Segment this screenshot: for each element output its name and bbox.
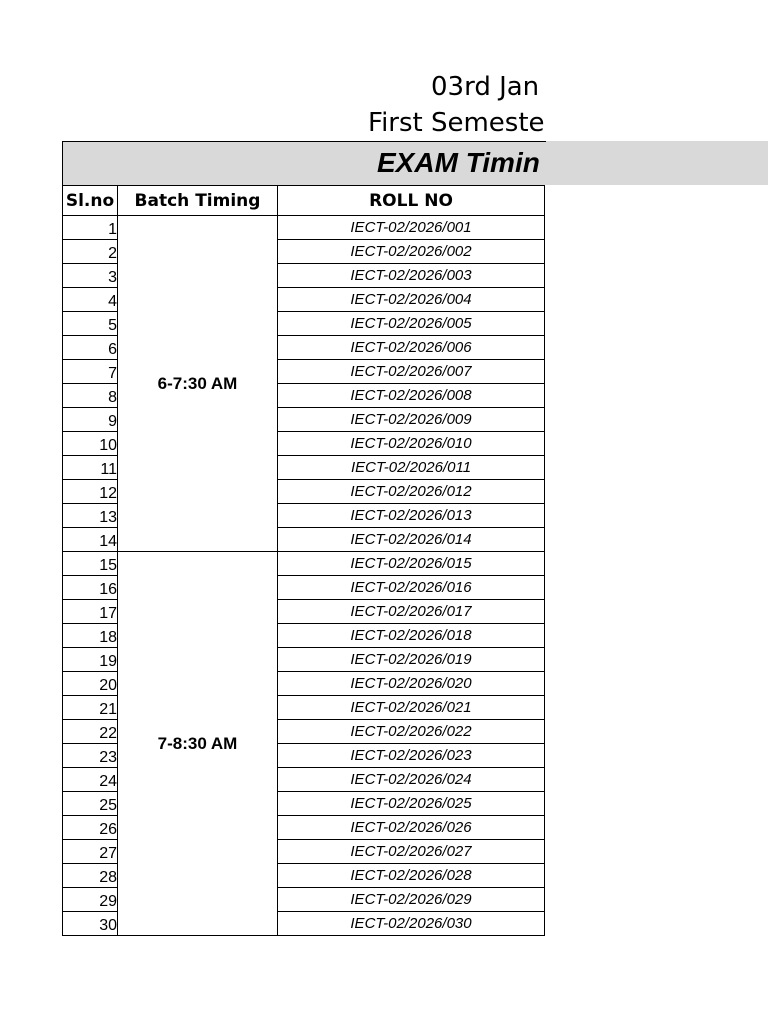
serial-number-cell: 24 xyxy=(63,768,118,792)
roll-number-cell: IECT-02/2026/016 xyxy=(278,576,545,600)
roll-number-cell: IECT-02/2026/029 xyxy=(278,888,545,912)
table-row xyxy=(63,216,545,240)
serial-number-cell: 11 xyxy=(63,456,118,480)
banner-title: EXAM Timin xyxy=(377,147,540,178)
roll-number-cell: IECT-02/2026/002 xyxy=(278,240,545,264)
semester-title-line: First Semeste xyxy=(368,108,545,138)
roll-number-cell: IECT-02/2026/026 xyxy=(278,816,545,840)
serial-number-cell: 16 xyxy=(63,576,118,600)
serial-number-cell: 23 xyxy=(63,744,118,768)
batch-timing-cell: 7-8:30 AM xyxy=(118,552,278,936)
roll-number-cell: IECT-02/2026/020 xyxy=(278,672,545,696)
serial-number-cell: 1 xyxy=(63,216,118,240)
roll-number-cell: IECT-02/2026/023 xyxy=(278,744,545,768)
serial-number-cell: 8 xyxy=(63,384,118,408)
roll-number-cell: IECT-02/2026/019 xyxy=(278,648,545,672)
serial-number-cell: 12 xyxy=(63,480,118,504)
roll-number-cell: IECT-02/2026/005 xyxy=(278,312,545,336)
banner-right-fill xyxy=(546,141,768,185)
roll-number-cell: IECT-02/2026/007 xyxy=(278,360,545,384)
serial-number-cell: 6 xyxy=(63,336,118,360)
roll-number-cell: IECT-02/2026/028 xyxy=(278,864,545,888)
table-header-row xyxy=(63,186,545,216)
serial-number-cell: 10 xyxy=(63,432,118,456)
header-sl-no: Sl.no xyxy=(63,186,118,216)
roll-number-cell: IECT-02/2026/021 xyxy=(278,696,545,720)
roll-number-cell: IECT-02/2026/024 xyxy=(278,768,545,792)
serial-number-cell: 15 xyxy=(63,552,118,576)
roll-number-cell: IECT-02/2026/010 xyxy=(278,432,545,456)
roll-number-table xyxy=(62,185,545,936)
serial-number-cell: 4 xyxy=(63,288,118,312)
serial-number-cell: 17 xyxy=(63,600,118,624)
serial-number-cell: 9 xyxy=(63,408,118,432)
header-batch-timing: Batch Timing xyxy=(118,186,278,216)
serial-number-cell: 19 xyxy=(63,648,118,672)
serial-number-cell: 27 xyxy=(63,840,118,864)
serial-number-cell: 21 xyxy=(63,696,118,720)
serial-number-cell: 29 xyxy=(63,888,118,912)
serial-number-cell: 30 xyxy=(63,912,118,936)
serial-number-cell: 2 xyxy=(63,240,118,264)
roll-number-cell: IECT-02/2026/011 xyxy=(278,456,545,480)
serial-number-cell: 25 xyxy=(63,792,118,816)
roll-number-cell: IECT-02/2026/004 xyxy=(278,288,545,312)
roll-number-cell: IECT-02/2026/006 xyxy=(278,336,545,360)
roll-number-cell: IECT-02/2026/008 xyxy=(278,384,545,408)
serial-number-cell: 13 xyxy=(63,504,118,528)
roll-number-cell: IECT-02/2026/001 xyxy=(278,216,545,240)
serial-number-cell: 26 xyxy=(63,816,118,840)
batch-timing-cell: 6-7:30 AM xyxy=(118,216,278,552)
roll-number-cell: IECT-02/2026/022 xyxy=(278,720,545,744)
serial-number-cell: 7 xyxy=(63,360,118,384)
serial-number-cell: 28 xyxy=(63,864,118,888)
roll-number-cell: IECT-02/2026/012 xyxy=(278,480,545,504)
serial-number-cell: 22 xyxy=(63,720,118,744)
serial-number-cell: 14 xyxy=(63,528,118,552)
roll-number-cell: IECT-02/2026/003 xyxy=(278,264,545,288)
roll-number-cell: IECT-02/2026/030 xyxy=(278,912,545,936)
roll-number-cell: IECT-02/2026/015 xyxy=(278,552,545,576)
serial-number-cell: 20 xyxy=(63,672,118,696)
roll-number-cell: IECT-02/2026/018 xyxy=(278,624,545,648)
serial-number-cell: 5 xyxy=(63,312,118,336)
table-body xyxy=(63,216,545,936)
roll-number-cell: IECT-02/2026/027 xyxy=(278,840,545,864)
roll-number-cell: IECT-02/2026/025 xyxy=(278,792,545,816)
document-date-line: 03rd Jan xyxy=(431,72,540,102)
roll-number-cell: IECT-02/2026/009 xyxy=(278,408,545,432)
serial-number-cell: 18 xyxy=(63,624,118,648)
serial-number-cell: 3 xyxy=(63,264,118,288)
header-roll-no: ROLL NO xyxy=(278,186,545,216)
roll-number-cell: IECT-02/2026/017 xyxy=(278,600,545,624)
roll-number-cell: IECT-02/2026/013 xyxy=(278,504,545,528)
roll-number-cell: IECT-02/2026/014 xyxy=(278,528,545,552)
table-row xyxy=(63,552,545,576)
